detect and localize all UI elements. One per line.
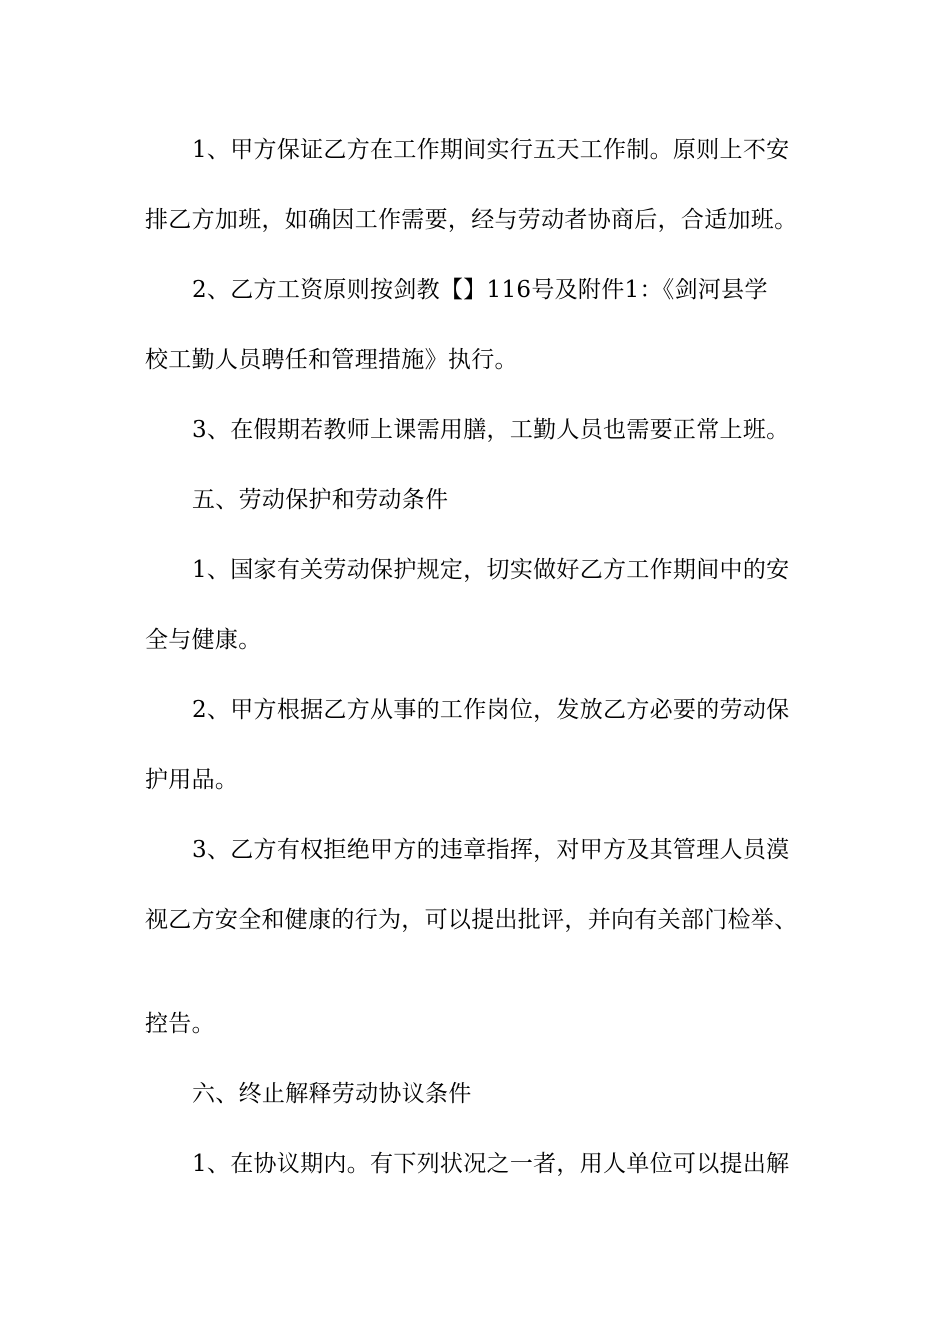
paragraph-line: 视乙方安全和健康的行为，可以提出批评，并向有关部门检举、 — [145, 907, 798, 933]
paragraph-line: 1、甲方保证乙方在工作期间实行五天工作制。原则上不安 — [192, 137, 790, 163]
paragraph-line: 3、乙方有权拒绝甲方的违章指挥，对甲方及其管理人员漠 — [192, 837, 790, 863]
paragraph-line: 2、甲方根据乙方从事的工作岗位，发放乙方必要的劳动保 — [192, 697, 790, 723]
paragraph-line: 排乙方加班，如确因工作需要，经与劳动者协商后，合适加班。 — [145, 207, 798, 233]
paragraph-line: 1、在协议期内。有下列状况之一者，用人单位可以提出解 — [192, 1151, 790, 1177]
paragraph-line: 3、在假期若教师上课需用膳，工勤人员也需要正常上班。 — [192, 417, 790, 443]
paragraph-line: 校工勤人员聘任和管理措施》执行。 — [145, 347, 518, 373]
paragraph-line: 护用品。 — [145, 767, 239, 793]
paragraph-line: 1、国家有关劳动保护规定，切实做好乙方工作期间中的安 — [192, 557, 790, 583]
paragraph-line: 控告。 — [145, 1011, 215, 1037]
paragraph-line: 2、乙方工资原则按剑教【】116号及附件1：《剑河县学 — [192, 277, 768, 303]
paragraph-line: 全与健康。 — [145, 627, 262, 653]
section-heading: 六、终止解释劳动协议条件 — [192, 1081, 472, 1107]
section-heading: 五、劳动保护和劳动条件 — [192, 487, 449, 513]
